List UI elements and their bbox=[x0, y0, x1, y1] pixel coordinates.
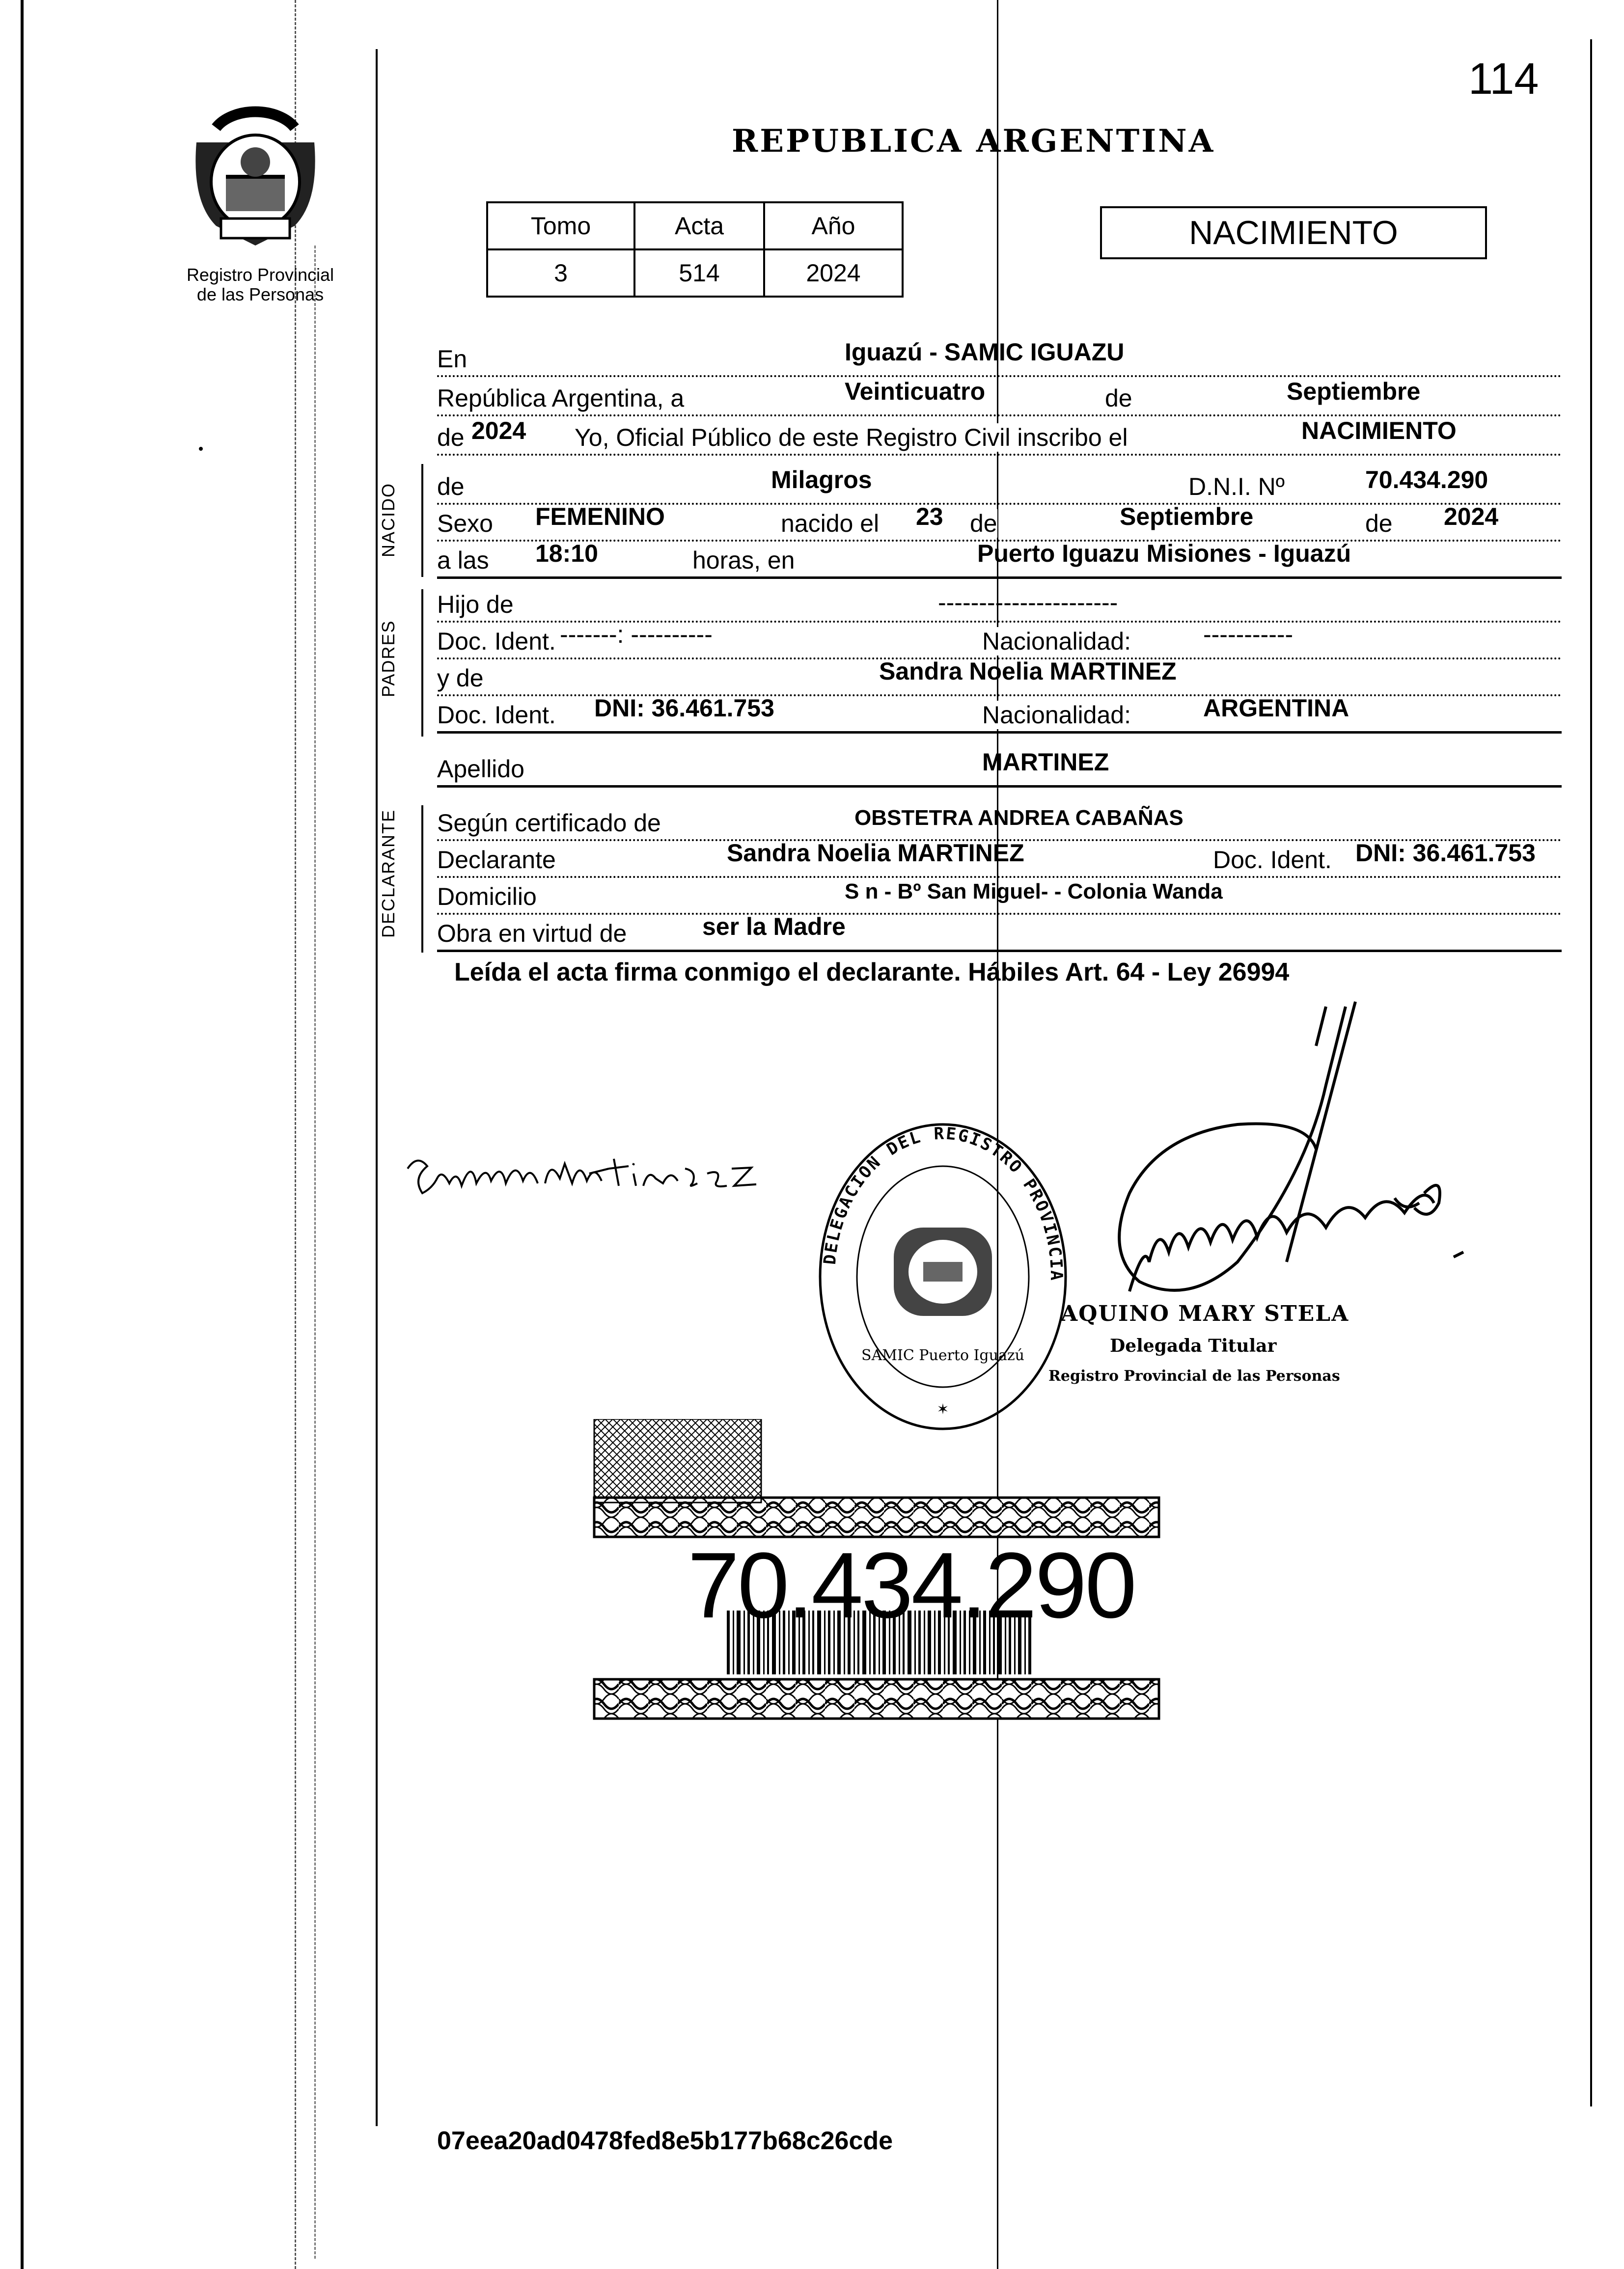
day-words-value: Veinticuatro bbox=[845, 378, 986, 405]
acta-header: Acta bbox=[634, 202, 764, 249]
registry-label-line1: Registro Provincial bbox=[186, 265, 334, 285]
nacido-section-label: NACIDO bbox=[378, 482, 398, 557]
row-hijo-de bbox=[437, 584, 1562, 623]
father-doc-value: -------: ---------- bbox=[560, 621, 713, 648]
declarante-bracket bbox=[421, 805, 423, 953]
year-value: 2024 bbox=[471, 417, 526, 444]
obra-label: Obra en virtud de bbox=[437, 920, 627, 947]
certificado-value: OBSTETRA ANDREA CABAÑAS bbox=[854, 806, 1184, 830]
tomo-header: Tomo bbox=[487, 202, 634, 249]
seal-outer-text: DELEGACION DEL REGISTRO PROVINCIA bbox=[820, 1123, 1067, 1282]
birth-de2-label: de bbox=[1365, 510, 1393, 537]
certificado-label: Según certificado de bbox=[437, 809, 661, 837]
row-declarante bbox=[437, 840, 1562, 878]
registry-label bbox=[162, 265, 358, 304]
row-apellido bbox=[437, 749, 1562, 788]
mother-doc-label: Doc. Ident. bbox=[437, 701, 556, 729]
domicilio-label: Domicilio bbox=[437, 883, 537, 910]
father-name-value: ---------------------- bbox=[938, 589, 1118, 616]
apellido-label: Apellido bbox=[437, 755, 524, 783]
father-doc-label: Doc. Ident. bbox=[437, 628, 556, 655]
row-nacido-name bbox=[437, 466, 1562, 505]
left-margin-line bbox=[21, 0, 24, 2269]
row-father-doc bbox=[437, 621, 1562, 659]
dni-large-number: 70.434.290 bbox=[688, 1533, 1135, 1638]
birth-de1-label: de bbox=[970, 510, 997, 537]
de-year-label: de bbox=[437, 424, 465, 451]
official-registry: Registro Provincial de las Personas bbox=[1048, 1367, 1340, 1385]
child-dni-value: 70.434.290 bbox=[1365, 466, 1488, 493]
birth-day-value: 23 bbox=[916, 503, 943, 530]
act-type-box: NACIMIENTO bbox=[1100, 206, 1487, 259]
row-domicilio bbox=[437, 876, 1562, 915]
hologram-patch bbox=[594, 1419, 761, 1503]
fold-line-2 bbox=[314, 246, 316, 2259]
ano-header: Año bbox=[764, 202, 903, 249]
mother-name-value: Sandra Noelia MARTINEZ bbox=[879, 657, 1177, 685]
mother-nationality-label: Nacionalidad: bbox=[982, 701, 1131, 729]
dni-label: D.N.I. Nº bbox=[1188, 473, 1285, 500]
en-label: En bbox=[437, 345, 468, 373]
birth-month-value: Septiembre bbox=[1120, 503, 1254, 530]
sexo-value: FEMENINO bbox=[535, 503, 665, 530]
domicilio-value: S n - Bº San Miguel- - Colonia Wanda bbox=[845, 879, 1223, 903]
place-value: Iguazú - SAMIC IGUAZU bbox=[845, 338, 1125, 366]
declarante-doc-value: DNI: 36.461.753 bbox=[1355, 839, 1536, 867]
guilloche-band-bottom bbox=[594, 1679, 1159, 1719]
row-sexo bbox=[437, 503, 1562, 542]
row-republica bbox=[437, 378, 1562, 416]
de-label: de bbox=[1105, 384, 1132, 412]
nacido-el-label: nacido el bbox=[781, 510, 880, 537]
acta-value: 514 bbox=[634, 249, 764, 297]
row-certificado bbox=[437, 803, 1562, 841]
declarante-name-value: Sandra Noelia MARTINEZ bbox=[727, 839, 1024, 867]
republica-label: República Argentina, a bbox=[437, 384, 685, 412]
padres-bracket bbox=[421, 589, 423, 737]
hijo-de-label: Hijo de bbox=[437, 591, 514, 618]
sexo-label: Sexo bbox=[437, 510, 493, 537]
acta-table bbox=[486, 201, 904, 298]
nacido-de-label: de bbox=[437, 473, 465, 500]
nacido-bracket bbox=[421, 464, 423, 577]
child-name-value: Milagros bbox=[771, 466, 872, 493]
tomo-value: 3 bbox=[487, 249, 634, 297]
month-value: Septiembre bbox=[1287, 378, 1421, 405]
a-las-label: a las bbox=[437, 547, 489, 574]
declarante-label: Declarante bbox=[437, 846, 556, 874]
act-word-value: NACIMIENTO bbox=[1301, 417, 1457, 444]
row-mother-doc bbox=[437, 695, 1562, 734]
fold-line-1 bbox=[295, 0, 296, 2269]
country-title: REPUBLICA ARGENTINA bbox=[732, 123, 1215, 160]
mother-doc-value: DNI: 36.461.753 bbox=[594, 694, 774, 722]
father-nationality-label: Nacionalidad: bbox=[982, 628, 1131, 655]
birth-year-value: 2024 bbox=[1444, 503, 1499, 530]
time-value: 18:10 bbox=[535, 540, 598, 567]
horas-label: horas, en bbox=[692, 547, 795, 574]
y-de-label: y de bbox=[437, 664, 484, 692]
padres-section-label: PADRES bbox=[378, 620, 398, 697]
official-name: AQUINO MARY STELA bbox=[1061, 1301, 1349, 1326]
guilloche-band-top bbox=[594, 1498, 1159, 1537]
apellido-value: MARTINEZ bbox=[982, 748, 1109, 776]
registry-label-line2: de las Personas bbox=[196, 284, 324, 304]
official-signature bbox=[1031, 987, 1473, 1331]
declarante-signature bbox=[403, 1139, 805, 1203]
inscribe-text: Yo, Oficial Público de este Registro Civil inscribo el bbox=[575, 424, 1128, 451]
father-nationality-value: ----------- bbox=[1203, 621, 1294, 648]
scan-speck bbox=[199, 447, 203, 451]
right-border bbox=[1590, 39, 1592, 2106]
birth-place-value: Puerto Iguazu Misiones - Iguazú bbox=[977, 540, 1351, 567]
ano-value: 2024 bbox=[764, 249, 903, 297]
row-en bbox=[437, 339, 1562, 377]
mother-nationality-value: ARGENTINA bbox=[1203, 694, 1349, 722]
provincial-coat-of-arms bbox=[187, 103, 324, 250]
closing-text: Leída el acta firma conmigo el declarante. Hábiles Art. 64 - Ley 26994 bbox=[454, 958, 1290, 986]
official-role: Delegada Titular bbox=[1110, 1336, 1277, 1356]
declarante-section-label: DECLARANTE bbox=[378, 809, 398, 938]
row-y-de bbox=[437, 658, 1562, 696]
page-number: 114 bbox=[1468, 55, 1539, 104]
seal-inner-text: SAMIC Puerto Iguazú bbox=[861, 1347, 1024, 1364]
obra-value: ser la Madre bbox=[702, 913, 846, 940]
form-left-border bbox=[376, 49, 378, 2126]
row-obra bbox=[437, 913, 1562, 952]
row-inscribe bbox=[437, 417, 1562, 456]
declarante-doc-label: Doc. Ident. bbox=[1213, 846, 1332, 874]
row-hora bbox=[437, 540, 1562, 579]
seal-star-icon: ✶ bbox=[936, 1401, 949, 1418]
document-hash: 07eea20ad0478fed8e5b177b68c26cde bbox=[437, 2127, 893, 2155]
